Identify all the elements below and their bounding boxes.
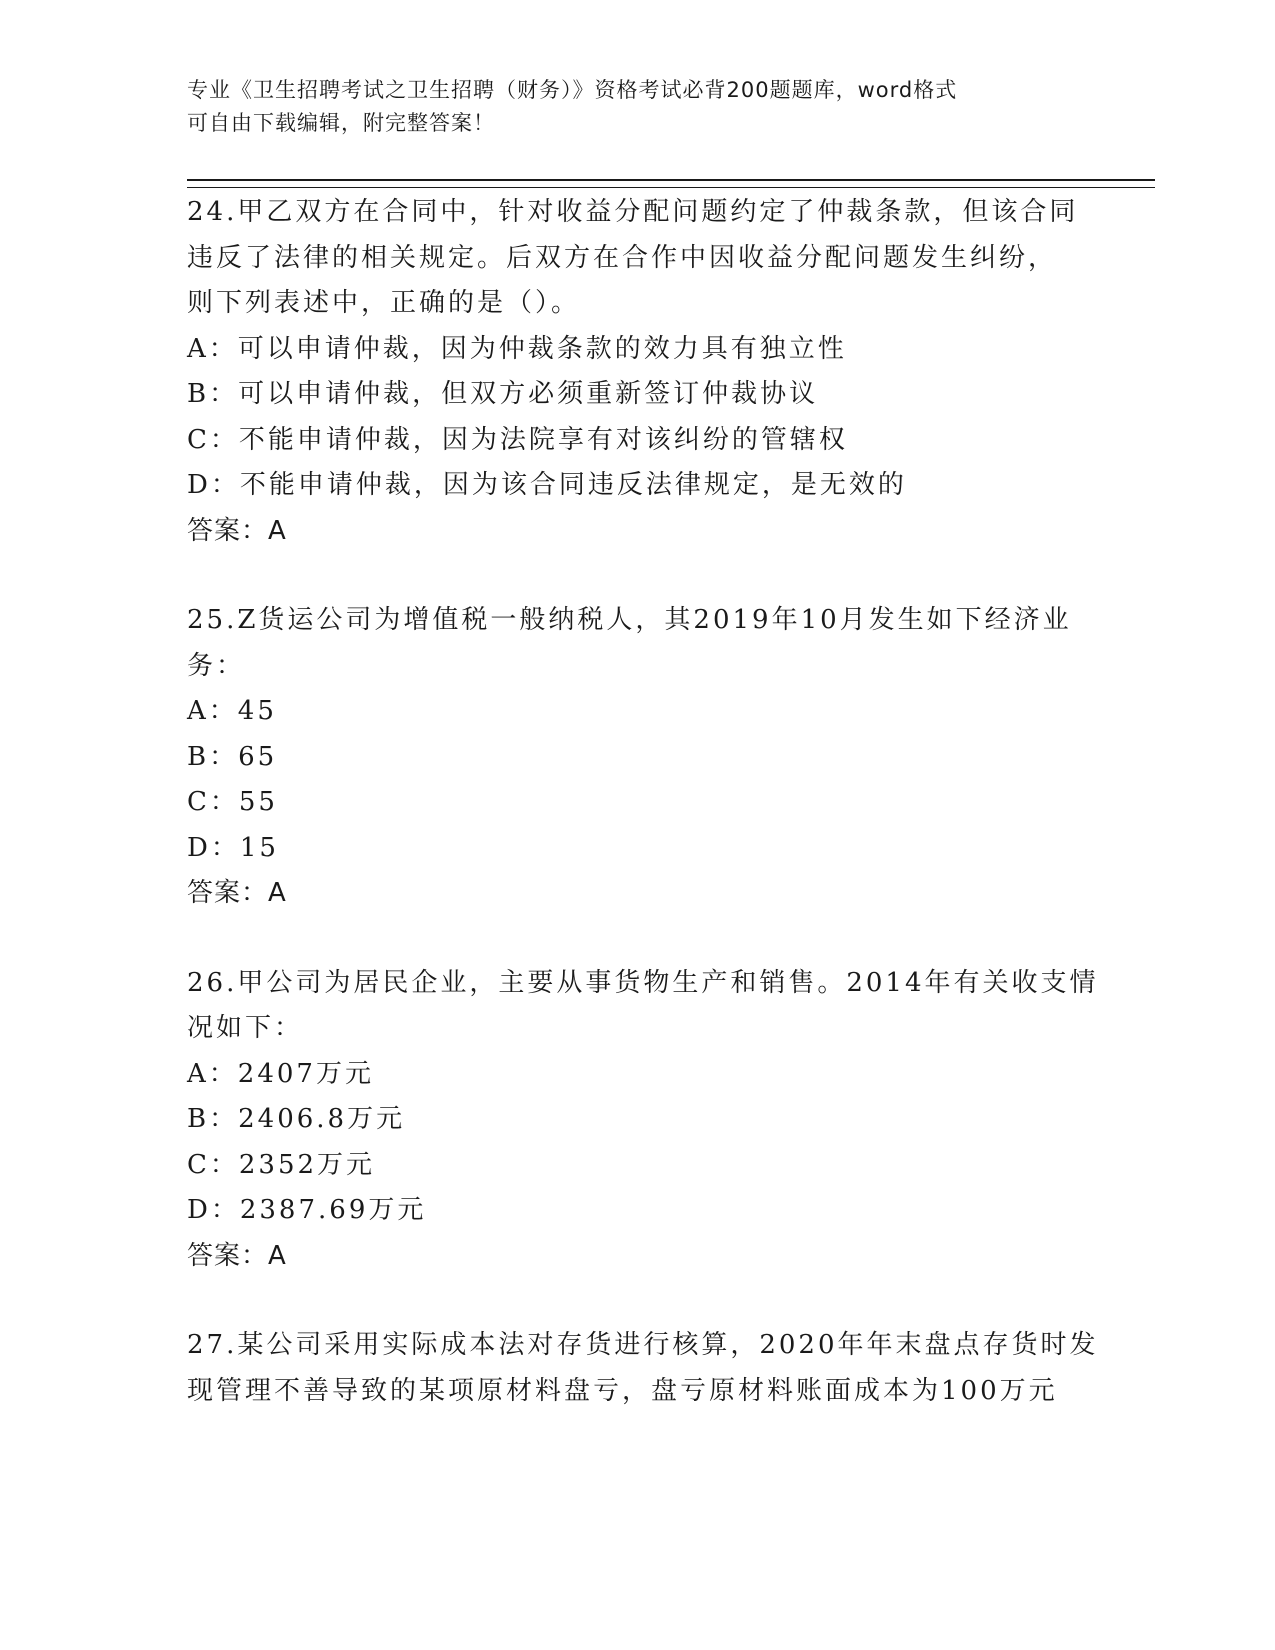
option-d: D：不能申请仲裁，因为该合同违反法律规定，是无效的	[187, 470, 907, 500]
question-stem-line: 现管理不善导致的某项原材料盘亏，盘亏原材料账面成本为100万元	[187, 1375, 1058, 1406]
question-stem-line: 则下列表述中，正确的是（）。	[187, 288, 581, 318]
page-header	[187, 74, 1087, 140]
question-stem-line: 24.甲乙双方在合同中，针对收益分配问题约定了仲裁条款，但该合同	[187, 197, 1079, 227]
answer-text: 答案：A	[187, 515, 287, 546]
spacer	[187, 1279, 1087, 1323]
option-a: A：2407万元	[187, 1058, 374, 1089]
question-stem-line: 务：	[187, 650, 246, 681]
question-stem-line: 26.甲公司为居民企业，主要从事货物生产和销售。2014年有关收支情	[187, 967, 1099, 998]
header-divider	[187, 179, 1155, 188]
question-stem-line: 况如下：	[187, 1013, 304, 1043]
spacer	[187, 554, 1087, 598]
option-d: D：2387.69万元	[187, 1195, 427, 1225]
question-25	[187, 598, 1087, 917]
option-a: A：可以申请仲裁，因为仲裁条款的效力具有独立性	[187, 333, 847, 364]
question-24	[187, 190, 1087, 554]
answer-text: 答案：A	[187, 878, 287, 908]
header-line-2: 可自由下载编辑，附完整答案！	[187, 111, 495, 135]
option-c: C：不能申请仲裁，因为法院享有对该纠纷的管辖权	[187, 424, 848, 455]
question-stem-line: 违反了法律的相关规定。后双方在合作中因收益分配问题发生纠纷，	[187, 242, 1058, 273]
option-b: B：2406.8万元	[187, 1104, 406, 1134]
option-d: D：15	[187, 832, 279, 863]
question-list	[187, 190, 1099, 1414]
question-26	[187, 961, 1099, 1280]
question-stem-line: 25.Z货运公司为增值税一般纳税人，其2019年10月发生如下经济业	[187, 605, 1072, 635]
header-line-1: 专业《卫生招聘考试之卫生招聘（财务）》资格考试必背200题题库，word格式	[187, 78, 958, 102]
question-27	[187, 1323, 1099, 1414]
option-b: B：65	[187, 741, 278, 772]
option-c: C：2352万元	[187, 1149, 376, 1180]
option-a: A：45	[187, 696, 277, 726]
question-stem-line: 27.某公司采用实际成本法对存货进行核算，2020年年末盘点存货时发	[187, 1330, 1099, 1360]
option-b: B：可以申请仲裁，但双方必须重新签订仲裁协议	[187, 379, 819, 409]
spacer	[187, 917, 1087, 961]
option-c: C：55	[187, 787, 278, 817]
answer-text: 答案：A	[187, 1240, 287, 1271]
